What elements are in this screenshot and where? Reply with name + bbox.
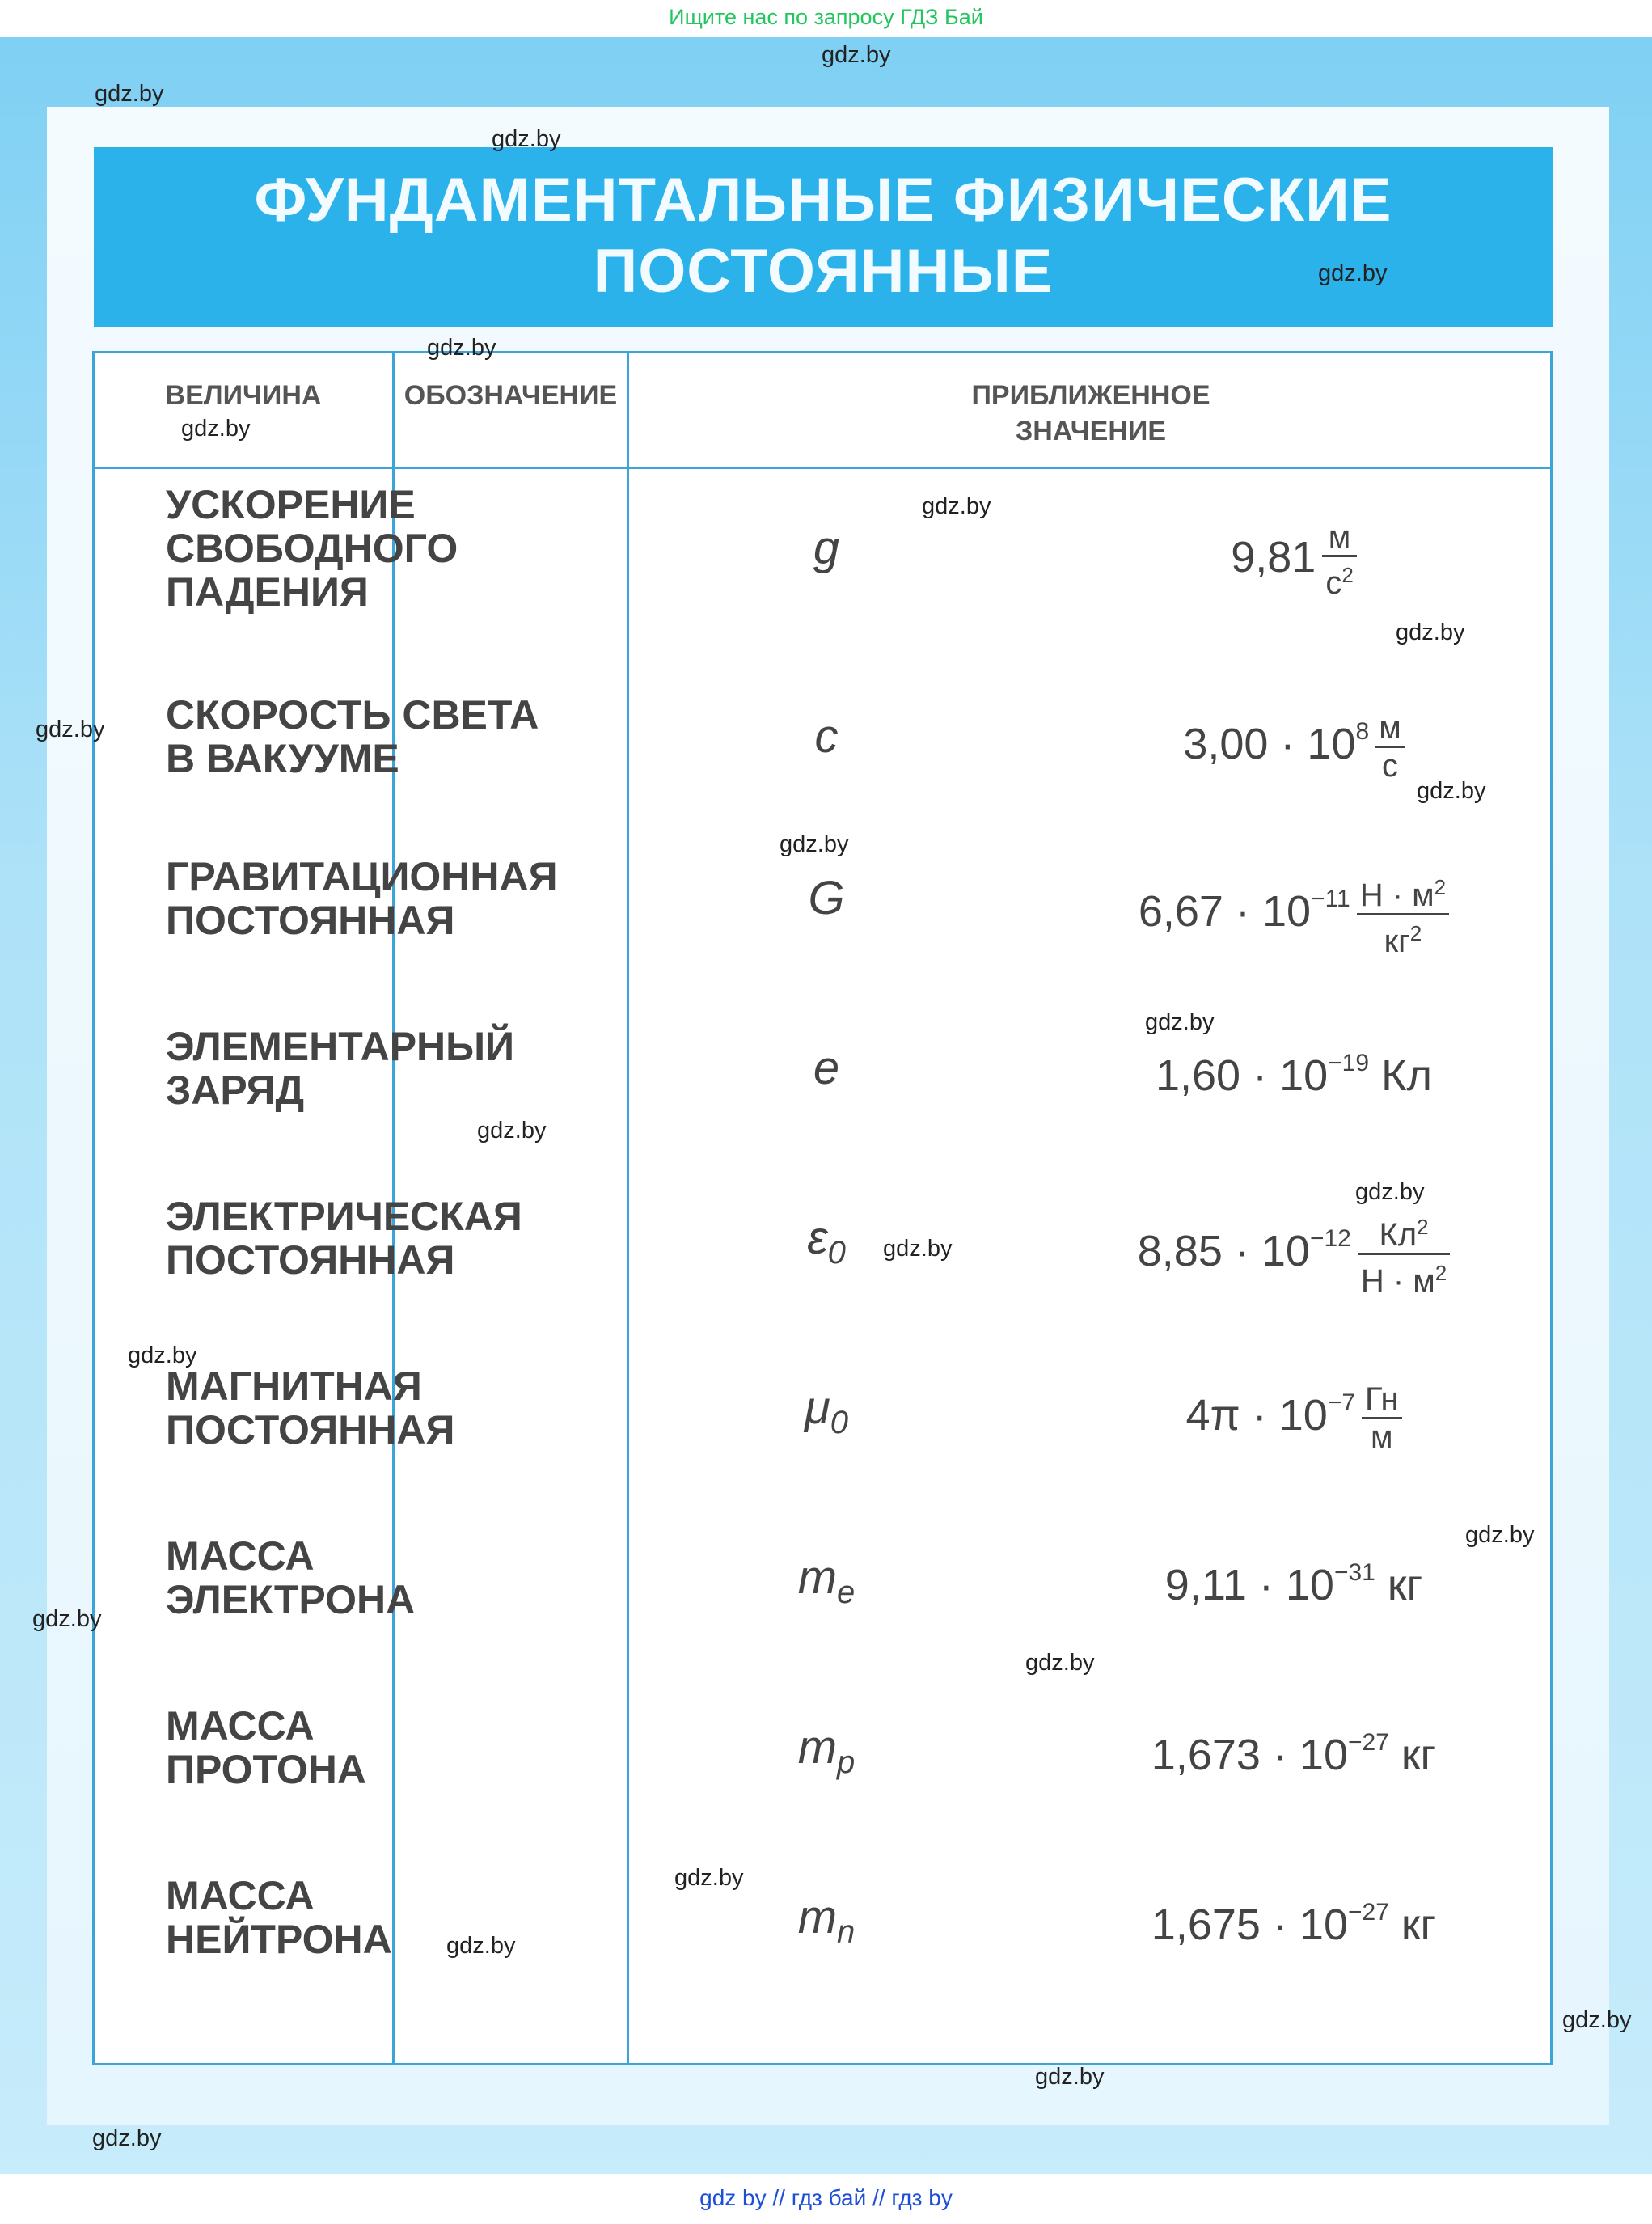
constants-table bbox=[92, 351, 1553, 2065]
symbol-subscript: p bbox=[837, 1744, 856, 1780]
watermark-text: gdz.by bbox=[1355, 1179, 1425, 1205]
footer-links[interactable]: gdz by // гдз бай // гдз by bbox=[699, 2185, 953, 2210]
watermark-text: gdz.by bbox=[1318, 260, 1388, 286]
quantity-name-line: СВОБОДНОГО bbox=[166, 526, 458, 571]
quantity-name-line: ЭЛЕКТРОНА bbox=[166, 1577, 416, 1622]
times-dot: · bbox=[1260, 1731, 1299, 1779]
unit-denominator bbox=[1358, 1255, 1450, 1299]
unit-numerator bbox=[1358, 1209, 1450, 1255]
watermark-text: gdz.by bbox=[1417, 778, 1486, 804]
table-row bbox=[95, 1534, 1550, 1709]
value-cell bbox=[1033, 1379, 1555, 1455]
unit-numerator-text: Н · м bbox=[1359, 877, 1434, 913]
unit-label: кг bbox=[1388, 1731, 1437, 1779]
unit-numerator bbox=[1357, 869, 1449, 915]
unit-denominator-text: кг bbox=[1384, 924, 1410, 959]
value-mantissa: 1,675 bbox=[1151, 1901, 1261, 1949]
symbol-cell bbox=[620, 1723, 1033, 1786]
watermark-text: gdz.by bbox=[128, 1342, 197, 1368]
title-line-1: ФУНДАМЕНТАЛЬНЫЕ ФИЗИЧЕСКИЕ bbox=[254, 166, 1392, 235]
unit-denominator bbox=[1357, 915, 1449, 959]
power-exponent: −27 bbox=[1348, 1729, 1389, 1756]
quantity-name-line: ГРАВИТАЦИОННАЯ bbox=[166, 854, 558, 899]
times-dot: · bbox=[1268, 720, 1308, 768]
times-dot: · bbox=[1240, 1391, 1279, 1440]
quantity-name bbox=[166, 1025, 619, 1112]
watermark-text: gdz.by bbox=[427, 335, 496, 361]
unit-numerator-text: м bbox=[1379, 710, 1401, 746]
unit-denominator bbox=[1375, 748, 1405, 784]
watermark-text: gdz.by bbox=[1562, 2007, 1632, 2033]
quantity-name-line: СКОРОСТЬ СВЕТА bbox=[166, 692, 539, 738]
symbol-letter: m bbox=[797, 1891, 838, 1943]
watermark-text: gdz.by bbox=[780, 831, 849, 857]
quantity-name-line: ЭЛЕМЕНТАРНЫЙ bbox=[166, 1024, 515, 1069]
quantity-name bbox=[166, 1874, 619, 1961]
quantity-name bbox=[166, 1534, 619, 1621]
value-cell bbox=[1033, 1719, 1555, 1779]
table-row bbox=[95, 1874, 1550, 2049]
quantity-name-line: ПОСТОЯННАЯ bbox=[166, 898, 455, 943]
unit-denominator-text: с bbox=[1381, 748, 1398, 784]
value-cell bbox=[1033, 869, 1555, 959]
power-base: 10 bbox=[1299, 1901, 1348, 1949]
power-exponent: −7 bbox=[1327, 1389, 1356, 1416]
quantity-name bbox=[166, 693, 619, 780]
quantity-name-line: НЕЙТРОНА bbox=[166, 1917, 392, 1962]
watermark-text: gdz.by bbox=[181, 416, 251, 442]
times-dot: · bbox=[1222, 1226, 1261, 1275]
watermark-text: gdz.by bbox=[477, 1118, 547, 1144]
unit-numerator bbox=[1362, 1381, 1402, 1419]
value-cell bbox=[1033, 1549, 1555, 1609]
unit-denominator-exponent: 2 bbox=[1409, 921, 1422, 945]
quantity-name-line: МАССА bbox=[166, 1703, 315, 1748]
symbol-cell bbox=[620, 1551, 1033, 1617]
symbol-cell bbox=[620, 1381, 1033, 1447]
header-value bbox=[629, 378, 1553, 449]
quantity-name-line: ПАДЕНИЯ bbox=[166, 569, 369, 615]
title-line-2: ПОСТОЯННЫЕ bbox=[593, 237, 1054, 306]
quantity-name-line: ЭЛЕКТРИЧЕСКАЯ bbox=[166, 1194, 522, 1239]
symbol-subscript: 0 bbox=[827, 1235, 846, 1271]
table-row bbox=[95, 483, 1550, 657]
table-row bbox=[95, 1025, 1550, 1199]
value-mantissa: 1,673 bbox=[1151, 1731, 1261, 1779]
unit-fraction bbox=[1322, 519, 1356, 601]
value-mantissa: 9,11 bbox=[1164, 1561, 1247, 1609]
unit-numerator-text: Гн bbox=[1365, 1381, 1399, 1418]
power-exponent: 8 bbox=[1355, 718, 1370, 745]
value-cell bbox=[1033, 519, 1555, 601]
quantity-name-line: МАГНИТНАЯ bbox=[166, 1364, 422, 1409]
header-divider bbox=[95, 467, 1550, 469]
times-dot: · bbox=[1246, 1561, 1286, 1609]
watermark-text: gdz.by bbox=[492, 126, 561, 152]
quantity-name-line: УСКОРЕНИЕ bbox=[166, 482, 416, 527]
unit-denominator-exponent: 2 bbox=[1341, 563, 1354, 587]
unit-fraction bbox=[1357, 869, 1449, 959]
unit-numerator-text: м bbox=[1328, 519, 1351, 555]
unit-label: кг bbox=[1375, 1561, 1423, 1609]
symbol-letter: m bbox=[797, 1551, 838, 1604]
symbol-letter: μ bbox=[804, 1381, 830, 1434]
symbol-letter: e bbox=[813, 1042, 840, 1094]
unit-fraction bbox=[1362, 1381, 1402, 1455]
unit-fraction bbox=[1358, 1209, 1450, 1299]
quantity-name bbox=[166, 1194, 619, 1282]
symbol-cell bbox=[620, 1211, 1033, 1277]
quantity-name-line: ПРОТОНА bbox=[166, 1747, 366, 1792]
symbol-subscript: n bbox=[837, 1914, 856, 1950]
quantity-name-line: ПОСТОЯННАЯ bbox=[166, 1407, 455, 1452]
table-row bbox=[95, 1194, 1550, 1369]
quantity-name-line: МАССА bbox=[166, 1873, 315, 1918]
unit-numerator-text: Кл bbox=[1379, 1217, 1418, 1253]
power-exponent: −11 bbox=[1311, 885, 1350, 912]
watermark-text: gdz.by bbox=[883, 1236, 953, 1262]
symbol-cell bbox=[620, 712, 1033, 761]
watermark-text: gdz.by bbox=[95, 81, 164, 107]
symbol-cell bbox=[620, 1893, 1033, 1956]
power-exponent: −19 bbox=[1328, 1050, 1370, 1076]
unit-numerator-exponent: 2 bbox=[1417, 1215, 1429, 1239]
times-dot: · bbox=[1260, 1901, 1299, 1949]
watermark-text: gdz.by bbox=[446, 1933, 516, 1959]
unit-denominator-text: с bbox=[1325, 565, 1342, 601]
watermark-text: gdz.by bbox=[922, 493, 991, 519]
times-dot: · bbox=[1223, 886, 1262, 936]
unit-fraction bbox=[1375, 710, 1405, 784]
power-base: 10 bbox=[1307, 720, 1356, 768]
power-exponent: −31 bbox=[1333, 1559, 1375, 1586]
power-exponent: −12 bbox=[1309, 1224, 1351, 1252]
unit-numerator bbox=[1322, 519, 1356, 557]
symbol-cell bbox=[620, 1044, 1033, 1093]
top-search-hint[interactable]: Ищите нас по запросу ГДЗ Бай bbox=[669, 5, 983, 29]
unit-denominator-text: Н · м bbox=[1360, 1263, 1435, 1299]
symbol-subscript: e bbox=[837, 1575, 856, 1610]
watermark-text: gdz.by bbox=[1035, 2064, 1105, 2090]
unit-denominator-text: м bbox=[1371, 1419, 1393, 1456]
watermark-text: gdz.by bbox=[92, 2125, 162, 2151]
symbol-cell bbox=[620, 524, 1033, 573]
power-base: 10 bbox=[1278, 1391, 1328, 1440]
unit-denominator bbox=[1322, 557, 1356, 601]
page-title-banner bbox=[94, 147, 1553, 327]
unit-label: Кл bbox=[1369, 1051, 1433, 1100]
watermark-text: gdz.by bbox=[1465, 1522, 1535, 1548]
watermark-text: gdz.by bbox=[822, 42, 891, 68]
value-cell bbox=[1033, 1039, 1555, 1100]
times-dot: · bbox=[1240, 1051, 1280, 1100]
unit-numerator-exponent: 2 bbox=[1434, 875, 1447, 899]
table-row bbox=[95, 1704, 1550, 1879]
header-symbol: ОБОЗНАЧЕНИЕ bbox=[403, 380, 618, 411]
value-cell bbox=[1033, 1209, 1555, 1299]
power-exponent: −27 bbox=[1348, 1899, 1389, 1926]
watermark-text: gdz.by bbox=[1025, 1650, 1095, 1676]
watermark-text: gdz.by bbox=[1145, 1009, 1215, 1035]
unit-denominator-exponent: 2 bbox=[1434, 1261, 1447, 1285]
value-mantissa: 6,67 bbox=[1138, 886, 1223, 936]
symbol-cell bbox=[620, 874, 1033, 923]
unit-label: кг bbox=[1388, 1901, 1437, 1949]
power-base: 10 bbox=[1285, 1561, 1334, 1609]
header-value-line-1: ПРИБЛИЖЕННОЕ bbox=[971, 380, 1210, 411]
header-value-line-2: ЗНАЧЕНИЕ bbox=[1015, 416, 1167, 446]
table-row bbox=[95, 855, 1550, 1030]
unit-denominator bbox=[1362, 1419, 1402, 1455]
symbol-letter: m bbox=[797, 1721, 838, 1774]
symbol-letter: ε bbox=[807, 1211, 828, 1264]
table-row bbox=[95, 1364, 1550, 1539]
quantity-name bbox=[166, 1364, 619, 1452]
symbol-letter: g bbox=[813, 522, 840, 574]
power-base: 10 bbox=[1261, 886, 1312, 936]
quantity-name-line: ПОСТОЯННАЯ bbox=[166, 1237, 455, 1283]
value-cell bbox=[1033, 1888, 1555, 1949]
watermark-text: gdz.by bbox=[674, 1865, 744, 1891]
power-base: 10 bbox=[1261, 1226, 1310, 1275]
value-cell bbox=[1033, 708, 1555, 784]
quantity-name-line: ЗАРЯД bbox=[166, 1068, 305, 1113]
power-base: 10 bbox=[1279, 1051, 1329, 1100]
quantity-name bbox=[166, 855, 619, 942]
value-mantissa: 4π bbox=[1185, 1391, 1240, 1440]
quantity-name-line: МАССА bbox=[166, 1533, 315, 1579]
watermark-text: gdz.by bbox=[36, 717, 105, 742]
watermark-text: gdz.by bbox=[32, 1606, 102, 1632]
header-quantity: ВЕЛИЧИНА bbox=[165, 380, 322, 411]
quantity-name-line: В ВАКУУМЕ bbox=[166, 736, 399, 781]
symbol-letter: c bbox=[814, 710, 839, 763]
unit-numerator bbox=[1375, 710, 1405, 748]
value-mantissa: 8,85 bbox=[1137, 1226, 1223, 1275]
watermark-text: gdz.by bbox=[1396, 619, 1465, 645]
symbol-letter: G bbox=[808, 872, 845, 924]
power-base: 10 bbox=[1299, 1731, 1348, 1779]
value-mantissa: 1,60 bbox=[1155, 1051, 1241, 1100]
value-mantissa: 9,81 bbox=[1231, 532, 1316, 581]
quantity-name bbox=[166, 1704, 619, 1791]
symbol-subscript: 0 bbox=[830, 1405, 849, 1440]
value-mantissa: 3,00 bbox=[1183, 720, 1269, 768]
quantity-name bbox=[166, 483, 619, 614]
